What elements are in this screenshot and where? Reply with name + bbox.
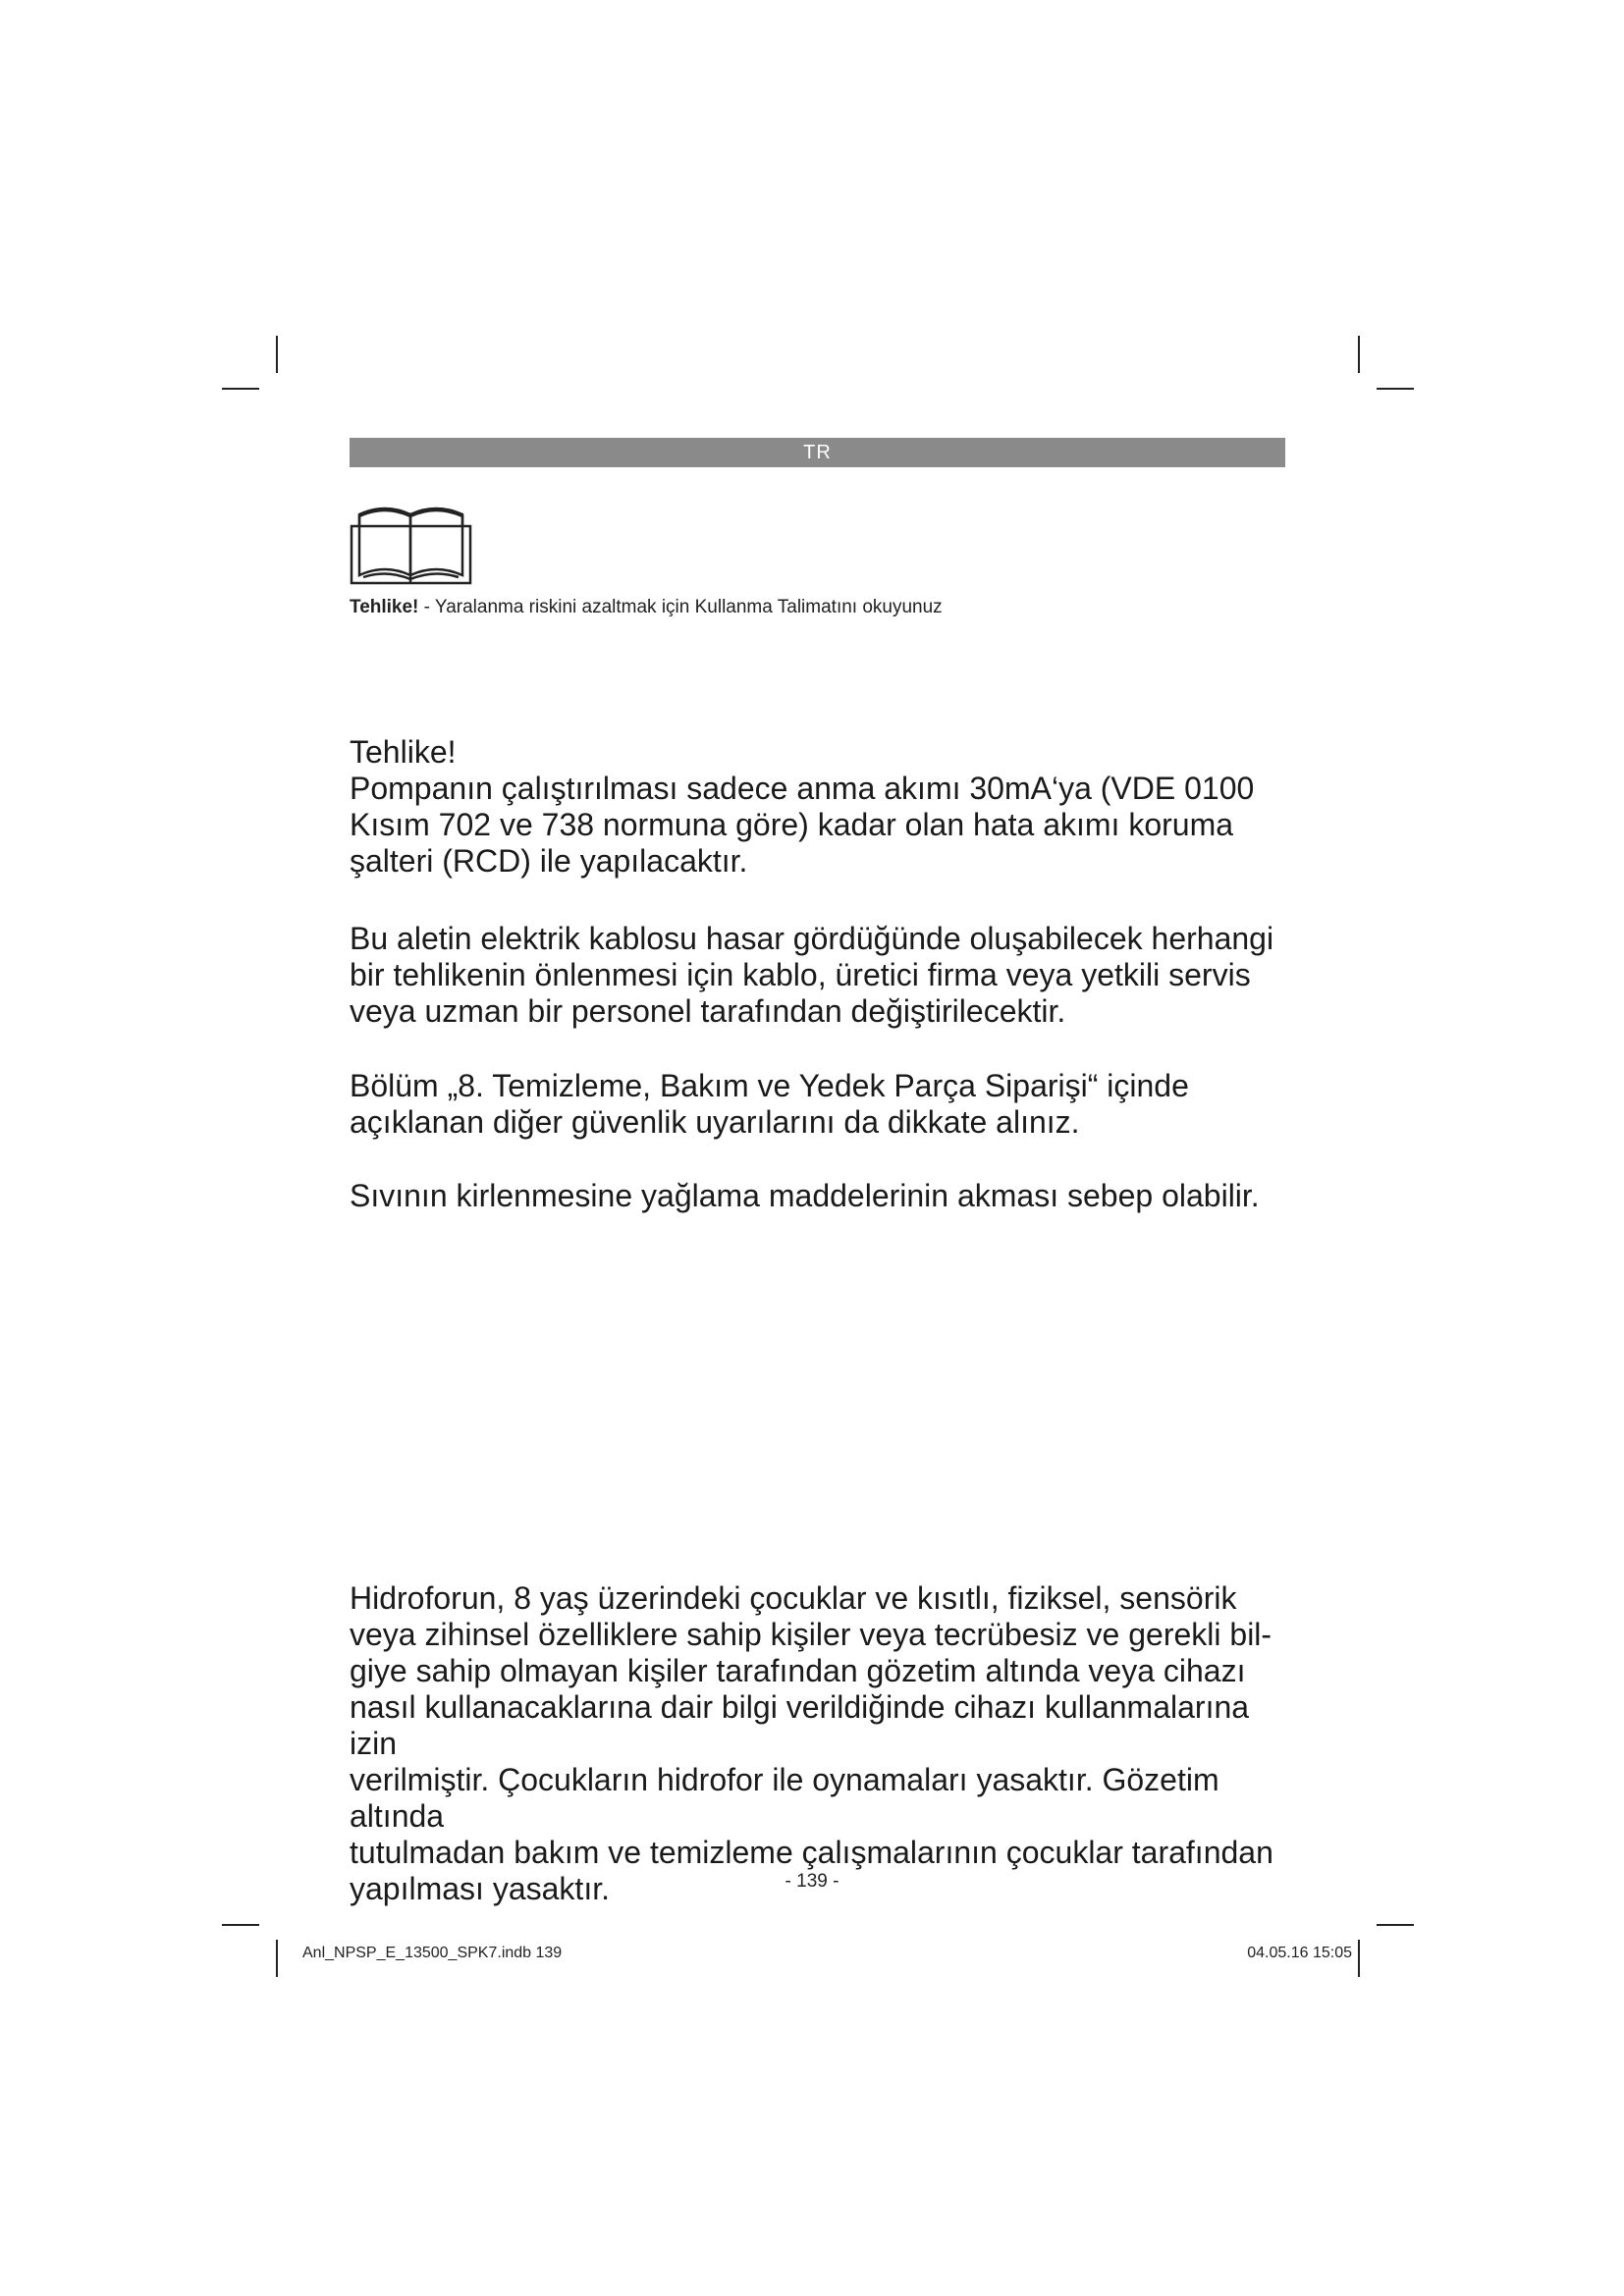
children-line-7: yapılması yasaktır. [350, 1871, 610, 1906]
cable-warning-paragraph [350, 921, 1292, 1030]
children-notice-paragraph [350, 1580, 1292, 1907]
open-book-icon [350, 501, 472, 585]
manual-caption [350, 597, 943, 618]
lubricant-paragraph [350, 1178, 1292, 1214]
warning-title-block [350, 734, 1292, 880]
rcd-line-3: şalteri (RCD) ile yapılacaktır. [350, 843, 748, 879]
children-line-2: veya zihinsel özelliklere sahip kişiler veya tecrübesiz ve gerekli bil- [350, 1617, 1272, 1652]
children-line-1: Hidroforun, 8 yaş üzerindeki çocuklar ve kısıtlı, fiziksel, sensörik [350, 1580, 1237, 1616]
footer-timestamp: 04.05.16 15:05 [1247, 1945, 1352, 1961]
crop-mark-bottom-right-vertical [1358, 1940, 1360, 1977]
warning-title: Tehlike! [350, 734, 457, 770]
crop-mark-top-left-vertical [276, 336, 278, 373]
cable-line-1: Bu aletin elektrik kablosu hasar gördüğünde oluşabilecek herhangi [350, 921, 1274, 956]
children-line-6: tutulmadan bakım ve temizleme çalışmalarının çocuklar tarafından [350, 1835, 1273, 1870]
section-line-1: Bölüm „8. Temizleme, Bakım ve Yedek Parça Siparişi“ içinde [350, 1068, 1189, 1103]
language-code: TR [803, 442, 832, 463]
cable-line-3: veya uzman bir personel tarafından değiştirilecektir. [350, 993, 1066, 1029]
rcd-line-2: Kısım 702 ve 738 normuna göre) kadar olan hata akımı koruma [350, 807, 1234, 842]
caption-danger-label: Tehlike! [350, 597, 419, 617]
crop-mark-bottom-left-vertical [276, 1940, 278, 1977]
page-number: - 139 - [785, 1871, 839, 1892]
crop-mark-top-right-vertical [1358, 336, 1360, 373]
section-reference-paragraph [350, 1068, 1292, 1141]
crop-mark-top-left-horizontal [222, 388, 259, 390]
crop-mark-bottom-left-horizontal [222, 1924, 259, 1926]
children-line-3: giye sahip olmayan kişiler tarafından gözetim altında veya cihazı [350, 1653, 1246, 1688]
children-line-4: nasıl kullanacaklarına dair bilgi verildiğinde cihazı kullanmalarına izin [350, 1689, 1250, 1761]
children-line-5: verilmiştir. Çocukların hidrofor ile oynamaları yasaktır. Gözetim altında [350, 1762, 1219, 1834]
section-line-2: açıklanan diğer güvenlik uyarılarını da dikkate alınız. [350, 1104, 1080, 1140]
crop-mark-bottom-right-horizontal [1377, 1924, 1414, 1926]
caption-text: - Yaralanma riskini azaltmak için Kullanma Talimatını okuyunuz [418, 597, 943, 617]
language-header-bar [350, 438, 1285, 467]
rcd-line-1: Pompanın çalıştırılması sadece anma akımı 30mA‘ya (VDE 0100 [350, 771, 1255, 806]
footer-file-name: Anl_NPSP_E_13500_SPK7.indb 139 [302, 1945, 563, 1961]
crop-mark-top-right-horizontal [1377, 388, 1414, 390]
lubricant-line: Sıvının kirlenmesine yağlama maddelerinin akması sebep olabilir. [350, 1178, 1260, 1213]
cable-line-2: bir tehlikenin önlenmesi için kablo, üretici firma veya yetkili servis [350, 957, 1251, 992]
